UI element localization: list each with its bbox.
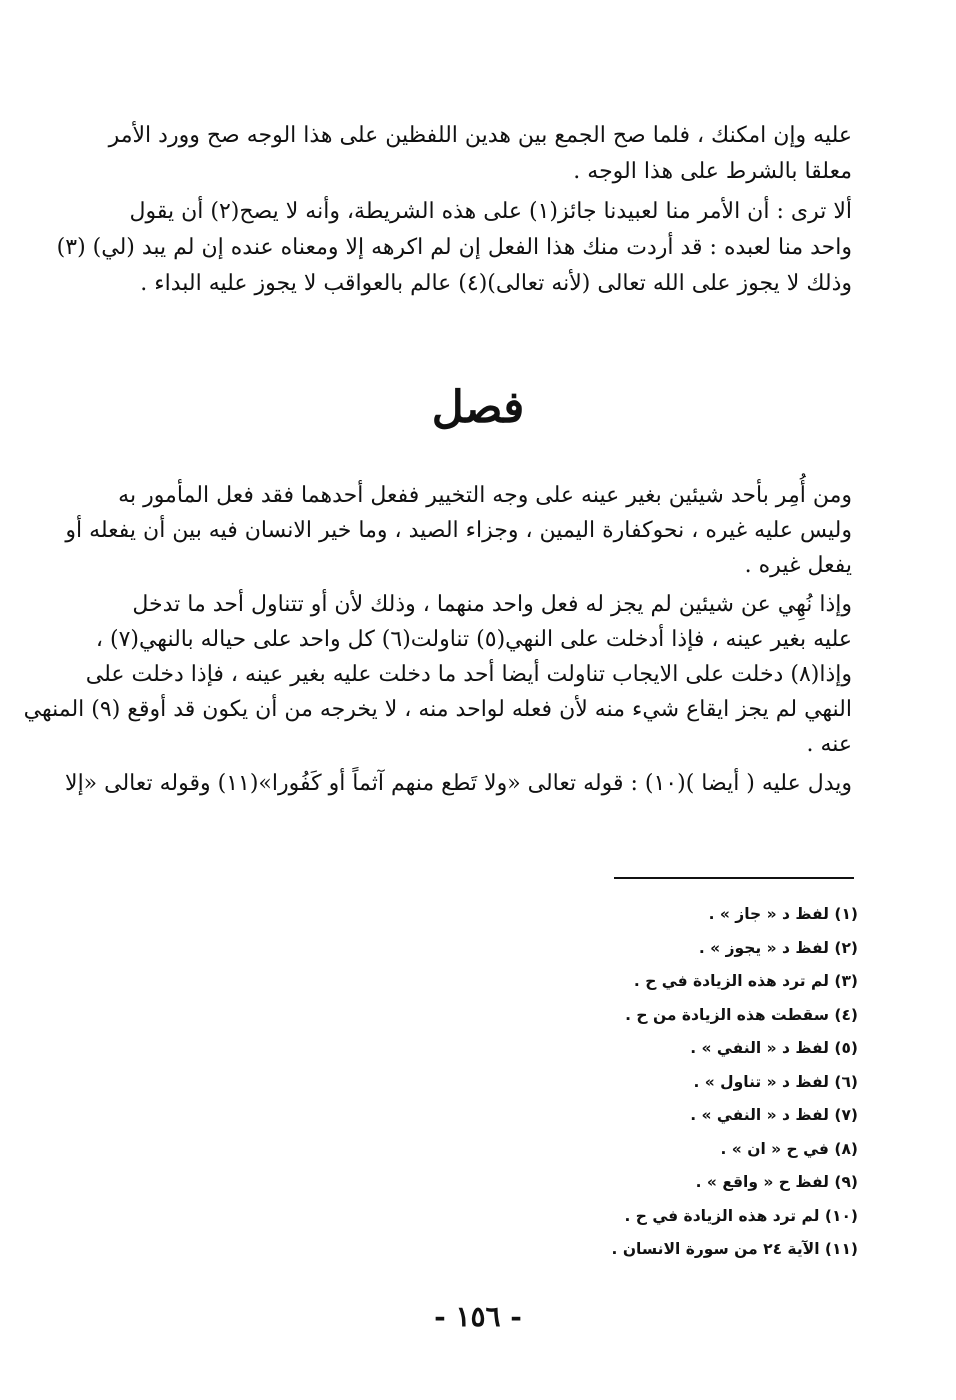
text-line: وإذا(٨) دخلت على الايجاب تناولت أيضا أحد ما دخلت عليه بغير عينه ، فإذا دخلت على — [85, 662, 852, 687]
text-line: معلقا بالشرط على هذا الوجه . — [573, 159, 852, 184]
footnote: (٣) لم ترد هذه الزيادة في ح . — [633, 972, 858, 990]
text-line: وليس عليه غيره ، نحوكفارة اليمين ، وجزاء الصيد ، وما خير الانسان فيه بين أن يفعله أو — [65, 518, 852, 543]
section-body — [23, 478, 852, 801]
section-heading: فصل — [431, 382, 525, 433]
footnote-divider — [614, 877, 854, 879]
text-line: عنه . — [806, 732, 852, 757]
text-line: يفعل غيره . — [744, 553, 852, 578]
text-line: ويدل عليه ( أيضا )(١٠) : قوله تعالى «ولا تَطع منهم آثماً أو كَفُورا»(١١) وقوله تعالى «إلا — [65, 771, 852, 796]
text-line: النهي لم يجز ايقاع شيء منه لأن فعله لواحد منه ، لا يخرجه من أن يكون قد أوقع (٩) المنهي — [23, 697, 852, 722]
footnote: (٢) لفظ د « يجوز » . — [698, 938, 858, 957]
footnote: (٥) لفظ د « النفي » . — [690, 1039, 858, 1057]
footnote: (٩) لفظ ح « واقع » . — [695, 1173, 858, 1191]
intro-paragraphs — [56, 118, 852, 302]
text-line: واحد منا لعبده : قد أردت منك هذا الفعل إن لم اكرهه إلا ومعناه عنده إن لم يبد (لي) (٣) — [56, 235, 852, 260]
text-line: وذلك لا يجوز على الله تعالى (لأنه تعالى)(٤) عالم بالعواقب لا يجوز عليه البداء . — [140, 271, 852, 296]
footnote: (٦) لفظ د « تناول » . — [693, 1072, 858, 1091]
text-line: عليه وإن امكنك ، فلما صح الجمع بين هدين اللفظين على هذا الوجه صح وورد الأمر — [108, 123, 852, 148]
text-line: وإذا نُهِي عن شيئين لم يجز له فعل واحد منهما ، وذلك لأن أو تتناول أحد ما تدخل — [132, 592, 852, 617]
footnote: (٧) لفظ د « النفي » . — [690, 1106, 858, 1124]
text-line: ومن أُمِر بأحد شيئين بغير عينه على وجه التخيير ففعل أحدهما فقد فعل المأمور به — [118, 483, 852, 508]
text-line: عليه بغير عينه ، فإذا أدخلت على النهي(٥) تناولت(٦) كل واحد على حياله بالنهي(٧) ، — [95, 627, 852, 652]
footnote: (٨) في ح « ان » . — [720, 1139, 858, 1158]
footnote: (١٠) لم ترد هذه الزيادة في ح . — [624, 1206, 858, 1225]
footnotes — [400, 898, 858, 1267]
footnote: (١) لفظ د « جاز » . — [708, 905, 858, 923]
page-number: - ١٥٦ - — [434, 1300, 522, 1333]
footnote: (١١) الآية ٢٤ من سورة الانسان . — [611, 1240, 858, 1258]
text-line: ألا ترى : أن الأمر منا لعبيدنا جائز(١) على هذه الشريطة، وأنه لا يصح(٢) أن يقول — [129, 199, 852, 224]
footnote: (٤) سقطت هذه الزيادة من ح . — [625, 1005, 858, 1024]
